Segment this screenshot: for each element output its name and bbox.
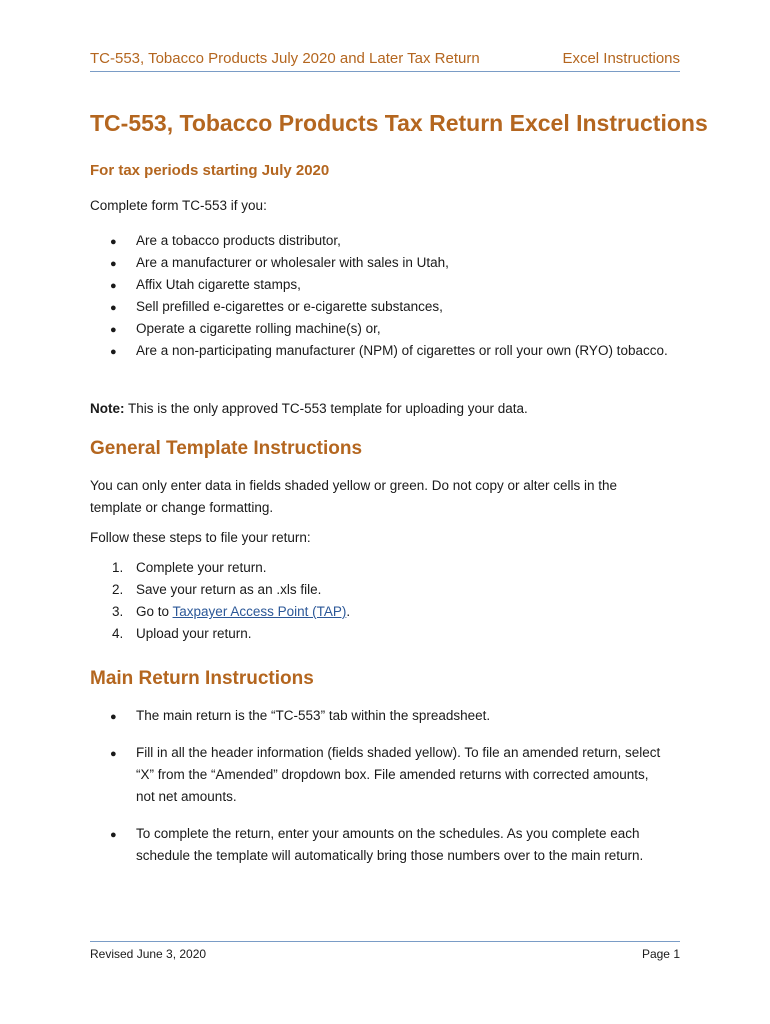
list-item: ● The main return is the “TC-553” tab within the spreadsheet. <box>90 705 670 727</box>
page-footer <box>90 941 680 961</box>
bullet-icon <box>110 742 130 765</box>
general-paragraph: You can only enter data in fields shaded yellow or green. Do not copy or alter cells in the template or change formatting. <box>90 478 618 515</box>
step-number: 2. <box>112 582 124 597</box>
list-item: ● Are a tobacco products distributor, <box>90 230 670 252</box>
bullet-icon <box>110 296 130 319</box>
list-item: 4. Upload your return. <box>90 623 670 645</box>
step-number: 4. <box>112 626 124 641</box>
running-header <box>90 49 680 72</box>
steps-list <box>90 557 670 645</box>
bullet-icon <box>110 252 130 275</box>
bullet-icon <box>110 705 130 728</box>
note-label: Note: <box>90 401 125 416</box>
note-text: Note: This is the only approved TC-553 template for uploading your data. <box>90 401 528 416</box>
list-item: ● Fill in all the header information (fields shaded yellow). To file an amended return, select “X” from the “Amended” dropdown box. File amended returns with corrected amounts, not net amounts. <box>90 742 670 808</box>
main-heading: Main Return Instructions <box>90 668 314 689</box>
list-item: 1. Complete your return. <box>90 557 670 579</box>
list-item: ● Are a non-participating manufacturer (NPM) of cigarettes or roll your own (RYO) tobacco. <box>90 340 670 362</box>
who-list <box>90 230 670 362</box>
list-item: ● Affix Utah cigarette stamps, <box>90 274 670 296</box>
main-list <box>90 705 670 882</box>
page-title: TC-553, Tobacco Products Tax Return Excel Instructions <box>90 110 708 136</box>
list-item: ● To complete the return, enter your amounts on the schedules. As you complete each schedule the template will automatically bring those numbers over to the main return. <box>90 823 670 867</box>
general-heading: General Template Instructions <box>90 438 363 459</box>
list-item: ● Operate a cigarette rolling machine(s) or, <box>90 318 670 340</box>
steps-intro: Follow these steps to file your return: <box>90 530 311 545</box>
step-number: 3. <box>112 604 124 619</box>
subtitle: For tax periods starting July 2020 <box>90 162 330 179</box>
step-number: 1. <box>112 560 124 575</box>
header-section-label: Excel Instructions <box>562 50 680 67</box>
intro-text: Complete form TC-553 if you: <box>90 198 267 213</box>
bullet-icon <box>110 230 130 253</box>
bullet-icon <box>110 274 130 297</box>
bullet-icon <box>110 318 130 341</box>
bullet-icon <box>110 340 130 363</box>
revision-date: Revised June 3, 2020 <box>90 947 207 961</box>
list-item: 3. Go to Taxpayer Access Point (TAP). <box>90 601 670 623</box>
bullet-icon <box>110 823 130 846</box>
list-item: 2. Save your return as an .xls file. <box>90 579 670 601</box>
list-item: ● Are a manufacturer or wholesaler with sales in Utah, <box>90 252 670 274</box>
page-number: Page 1 <box>641 947 680 961</box>
list-item: ● Sell prefilled e-cigarettes or e-cigarette substances, <box>90 296 670 318</box>
header-form-title: TC-553, Tobacco Products July 2020 and Later Tax Return <box>90 50 480 67</box>
tap-link[interactable]: Taxpayer Access Point (TAP) <box>172 604 347 619</box>
